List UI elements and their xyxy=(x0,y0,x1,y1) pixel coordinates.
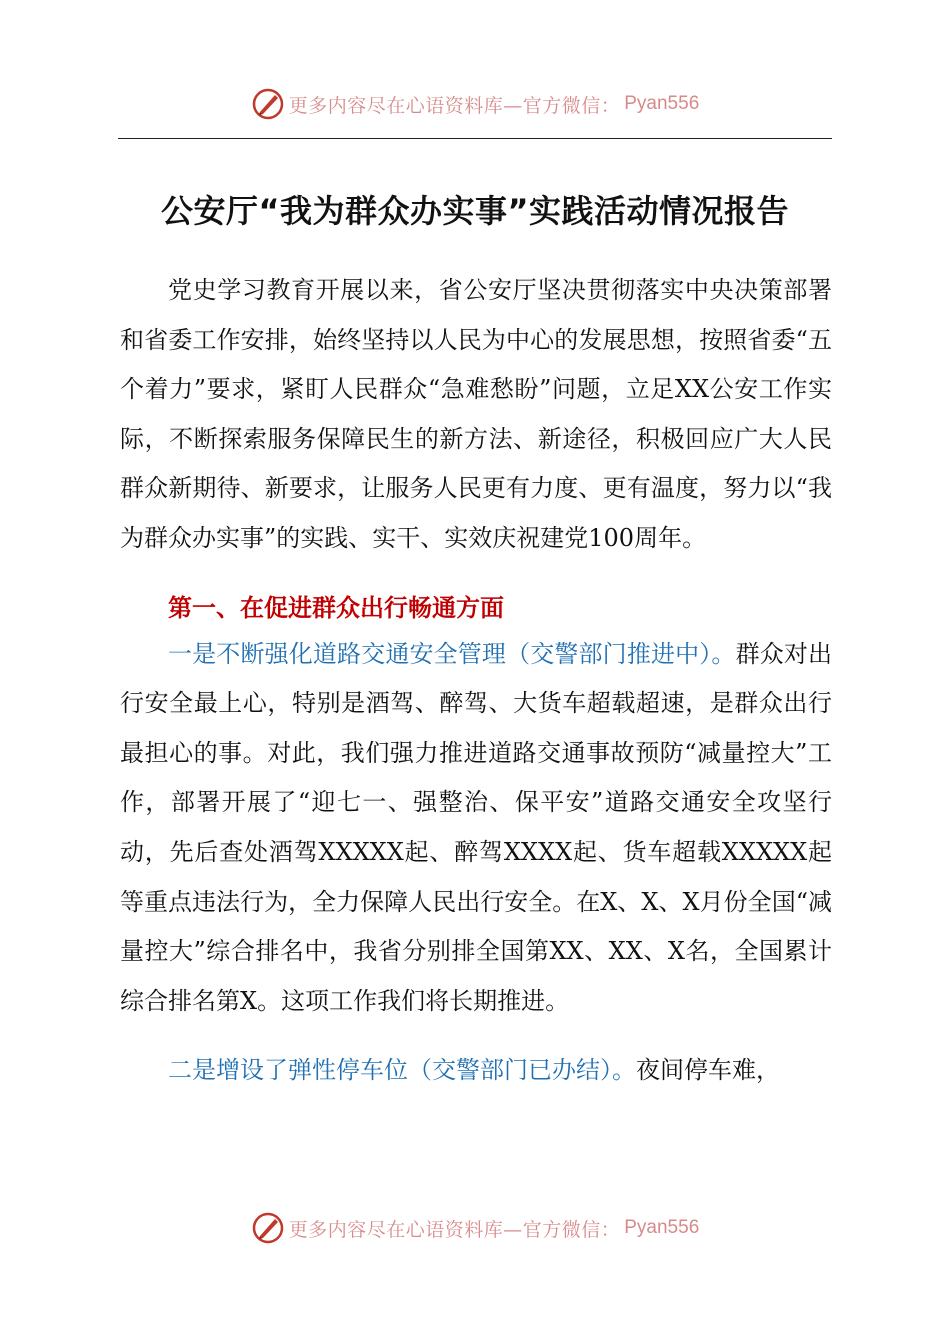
item-2-body: 夜间停车难， xyxy=(636,1056,780,1085)
intro-paragraph: 党史学习教育开展以来，省公安厅坚决贯彻落实中央决策部署和省委工作安排，始终坚持以人民为中心的发展思想，按照省委“五个着力”要求，紧盯人民群众“急难愁盼”问题，立足XX公安工作实际，不断探索服务保障民生的新方法、新途径，积极回应广大人民群众新期待、新要求，让服务人民更有力度、更有温度，努力以“我为群众办实事”的实践、实干、实效庆祝建党100周年。 xyxy=(120,276,832,552)
item-1-lead: 一是不断强化道路交通安全管理（交警部门推进中）。 xyxy=(168,639,736,668)
document-title: 公安厅“我为群众办实事”实践活动情况报告 xyxy=(160,192,790,230)
item-2-lead: 二是增设了弹性停车位（交警部门已办结）。 xyxy=(168,1056,636,1085)
pen-logo-icon xyxy=(251,87,285,121)
watermark-id: Pyan556 xyxy=(624,1217,700,1238)
watermark-text: 更多内容尽在心语资料库—官方微信： xyxy=(288,94,621,117)
section-heading: 第一、在促进群众出行畅通方面 xyxy=(168,593,504,622)
watermark-banner-bottom xyxy=(0,1208,950,1248)
watermark-id: Pyan556 xyxy=(624,93,700,114)
document-body xyxy=(120,266,832,1096)
item-1-paragraph xyxy=(120,630,832,1027)
item-1-body: 群众对出行安全最上心，特别是酒驾、醉驾、大货车超载超速，是群众出行最担心的事。对此，我们强力推进道路交通事故预防“减量控大”工作，部署开展了“迎七一、强整治、保平安”道路交通安全攻坚行动，先后查处酒驾XXXXX起、醉驾XXXX起、货车超载XXXXX起等重点违法行为，全力保障人民出行安全。在X、X、X月份全国“减量控大”综合排名中，我省分别排全国第XX、XX、X名，全国累计综合排名第X。这项工作我们将长期推进。 xyxy=(120,639,833,1015)
header-rule xyxy=(118,138,832,139)
watermark-text: 更多内容尽在心语资料库—官方微信： xyxy=(288,1218,621,1241)
pen-logo-icon xyxy=(251,1211,285,1245)
watermark-banner-top xyxy=(0,84,950,124)
item-2-paragraph xyxy=(120,1046,832,1096)
